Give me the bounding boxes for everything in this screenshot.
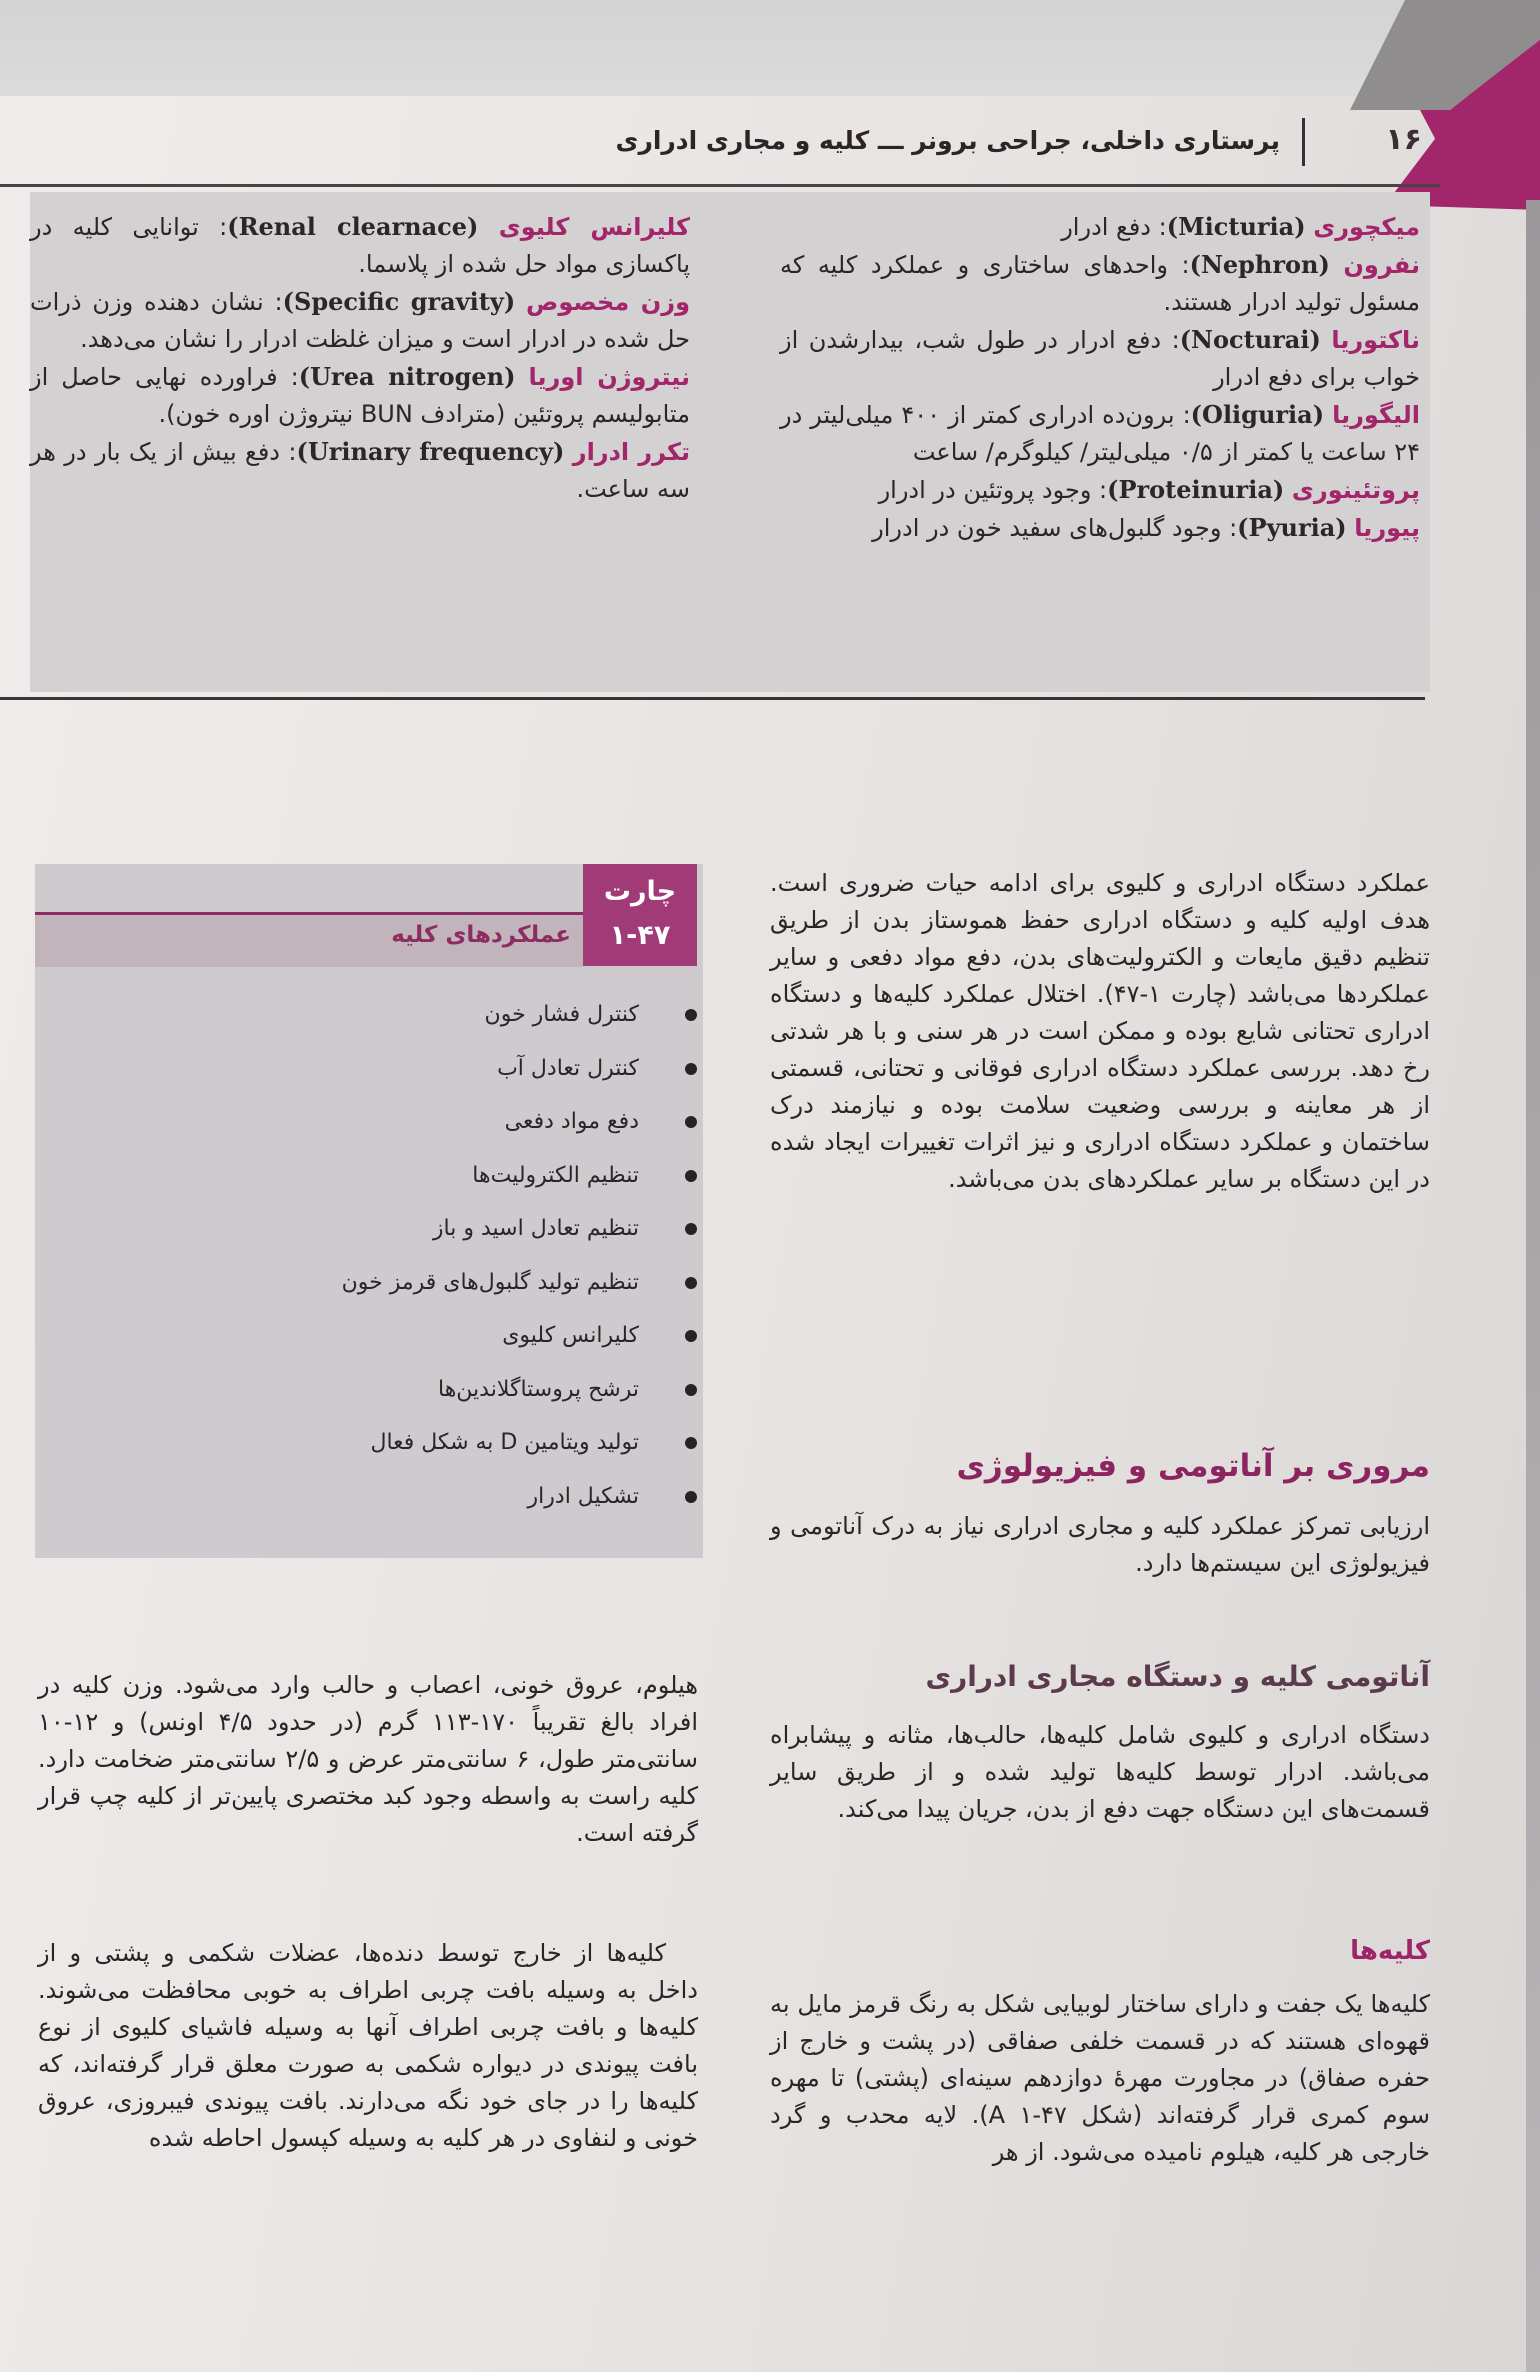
glossary-box [30, 192, 1430, 692]
glossary-bottom-rule [0, 697, 1425, 700]
glossary-term: میکچوری [1313, 213, 1420, 241]
chart-title: عملکردهای کلیه [391, 922, 571, 948]
subheading-anatomy: آناتومی کلیه و دستگاه مجاری ادراری [925, 1660, 1430, 1693]
chart-box [35, 864, 703, 1558]
glossary-entry [780, 471, 1420, 509]
glossary-definition: : توانایی کلیه در پاکسازی مواد حل شده از پلاسما. [30, 213, 690, 278]
chart-list-item: ترشح پروستاگلاندین‌ها [103, 1363, 703, 1417]
glossary-english: (Micturia) [1166, 212, 1306, 241]
glossary-definition: : فراورده نهایی حاصل از متابولیسم پروتئین (مترادف BUN نیتروژن اوره خون). [30, 363, 690, 428]
glossary-definition: : دفع ادرار [1061, 213, 1167, 241]
glossary-entry [30, 208, 690, 283]
glossary-definition: : دفع ادرار در طول شب، بیدارشدن از خواب برای دفع ادرار [780, 326, 1420, 391]
glossary-entry [30, 358, 690, 433]
chart-label: چارت [603, 876, 677, 907]
glossary-definition: : وجود پروتئین در ادرار [878, 476, 1108, 504]
glossary-entry [30, 433, 690, 508]
glossary-english: (Nephron) [1189, 250, 1330, 279]
glossary-english: (Pyuria) [1237, 513, 1347, 542]
glossary-entry [780, 321, 1420, 396]
header-divider [1302, 118, 1305, 166]
glossary-english: (Specific gravity) [282, 287, 516, 316]
glossary-term: نیتروژن اوریا [528, 363, 691, 391]
glossary-english: (Urea nitrogen) [298, 362, 516, 391]
page-edge-strip [1526, 200, 1540, 2372]
intro-paragraph: عملکرد دستگاه ادراری و کلیوی برای ادامه حیات ضروری است. هدف اولیه کلیه و دستگاه ادراری حفظ هموستاز بدن از طریق تنظیم دقیق مایعات و الکترولیت‌های بدن، دفع مواد دفعی و سایر عملکردها می‌باشد (چارت ۱-۴۷). اختلال عملکرد کلیه‌ها و دستگاه ادراری تحتانی شایع بوده و ممکن است در هر سنی و با هر شدتی رخ دهد. بررسی عملکرد دستگاه ادراری فوقانی و تحتانی، قسمتی از هر معاینه و بررسی وضعیت سلامت بوده و نیازمند درک ساختمان و عملکرد دستگاه ادراری و نیز اثرات تغییرات ایجاد شده در این دستگاه بر سایر عملکردهای بدن می‌باشد. [770, 869, 1430, 1193]
glossary-definition: : دفع بیش از یک بار در هر سه ساعت. [30, 438, 690, 503]
anatomy-paragraph: دستگاه ادراری و کلیوی شامل کلیه‌ها، حالب‌ها، مثانه و پیشابراه می‌باشد. ادرار توسط کلیه‌ها تولید شده و از طریق سایر قسمت‌های این دستگاه جهت دفع از بدن، جریان پیدا می‌کند. [770, 1721, 1430, 1823]
chart-list-item: کنترل فشار خون [103, 988, 703, 1042]
glossary-english: (Renal clearnace) [227, 212, 479, 241]
glossary-english: (Proteinuria) [1107, 475, 1285, 504]
glossary-term: وزن مخصوص [526, 288, 690, 316]
glossary-term: کلیرانس کلیوی [498, 213, 690, 241]
glossary-entry [780, 509, 1420, 547]
chart-number: ۱-۴۷ [609, 920, 671, 951]
glossary-term: پیوریا [1354, 514, 1420, 542]
subheading-kidneys: کلیه‌ها [1350, 1936, 1430, 1966]
page-number: ۱۶ [1385, 122, 1422, 157]
glossary-term: نفرون [1343, 251, 1420, 279]
glossary-english: (Oliguria) [1190, 400, 1325, 429]
glossary-right-column [780, 208, 1420, 547]
glossary-entry [780, 396, 1420, 471]
left-continuation-paragraph-1: هیلوم، عروق خونی، اعصاب و حالب وارد می‌شود. وزن کلیه در افراد بالغ تقریباً ۱۷۰-۱۱۳ گرم (در حدود ۴/۵ اونس) و ۱۲-۱۰ سانتی‌متر طول، ۶ سانتی‌متر عرض و ۲/۵ سانتی‌متر ضخامت دارد. کلیه راست به واسطه وجود کبد مختصری پایین‌تر از کلیه چپ قرار گرفته است. [38, 1671, 698, 1847]
glossary-definition: : واحدهای ساختاری و عملکرد کلیه که مسئول تولید ادرار هستند. [780, 251, 1420, 316]
section-heading-review: مروری بر آناتومی و فیزیولوژی [956, 1448, 1430, 1484]
running-header [0, 110, 1540, 190]
chart-list-item: تشکیل ادرار [103, 1470, 703, 1524]
glossary-term: پروتئینوری [1291, 476, 1420, 504]
chart-list-item: کنترل تعادل آب [103, 1042, 703, 1096]
glossary-definition: : نشان دهنده وزن ذرات حل شده در ادرار است و میزان غلظت ادرار را نشان می‌دهد. [30, 288, 690, 353]
chart-list-item: تنظیم الکترولیت‌ها [103, 1149, 703, 1203]
header-rule [0, 184, 1440, 187]
header-title: پرستاری داخلی، جراحی برونر ـــ کلیه و مجاری ادراری [615, 126, 1280, 155]
kidneys-paragraph: کلیه‌ها یک جفت و دارای ساختار لوبیایی شکل به رنگ قرمز مایل به قهوه‌ای هستند که در قسمت خلفی صفاقی (در پشت و خارج از حفره صفاق) در مجاورت مهرهٔ دوازدهم سینه‌ای (پشتی) تا مهره سوم کمری قرار گرفته‌اند (شکل A ۱-۴۷). لایه محدب و گرد خارجی هر کلیه، هیلوم نامیده می‌شود. از هر [770, 1990, 1430, 2166]
glossary-left-column [30, 208, 690, 508]
chart-list [103, 988, 703, 1523]
chart-tab [583, 864, 697, 966]
glossary-entry [780, 208, 1420, 246]
glossary-english: (Nocturai) [1179, 325, 1321, 354]
glossary-term: تکرر ادرار [572, 438, 690, 466]
glossary-definition: : برون‌ده ادراری کمتر از ۴۰۰ میلی‌لیتر در ۲۴ ساعت یا کمتر از ۰/۵ میلی‌لیتر/ کیلوگرم/ ساعت [780, 401, 1420, 466]
chart-list-item: دفع مواد دفعی [103, 1095, 703, 1149]
glossary-english: (Urinary frequency) [296, 437, 565, 466]
glossary-term: الیگوریا [1332, 401, 1420, 429]
chart-list-item: کلیرانس کلیوی [103, 1309, 703, 1363]
chart-list-item: تولید ویتامین D به شکل فعال [103, 1416, 703, 1470]
chart-list-item: تنظیم تعادل اسید و باز [103, 1202, 703, 1256]
review-paragraph: ارزیابی تمرکز عملکرد کلیه و مجاری ادراری نیاز به درک آناتومی و فیزیولوژی این سیستم‌ها دارد. [770, 1512, 1430, 1577]
glossary-term: ناکتوریا [1331, 326, 1420, 354]
glossary-definition: : وجود گلبول‌های سفید خون در ادرار [872, 514, 1238, 542]
glossary-entry [30, 283, 690, 358]
chart-list-item: تنظیم تولید گلبول‌های قرمز خون [103, 1256, 703, 1310]
left-continuation-paragraph-2: کلیه‌ها از خارج توسط دنده‌ها، عضلات شکمی و پشتی و از داخل به وسیله بافت چربی اطراف به خوبی محافظت می‌شوند. کلیه‌ها و بافت چربی اطراف آنها به وسیله فاشیای کلیوی از نوع بافت پیوندی در دیواره شکمی به صورت معلق قرار گرفته‌اند، که کلیه‌ها را در جای خود نگه می‌دارند. بافت پیوندی فیبروزی، عروق خونی و لنفاوی در هر کلیه به وسیله کپسول احاطه شده [38, 1939, 698, 2152]
glossary-entry [780, 246, 1420, 321]
